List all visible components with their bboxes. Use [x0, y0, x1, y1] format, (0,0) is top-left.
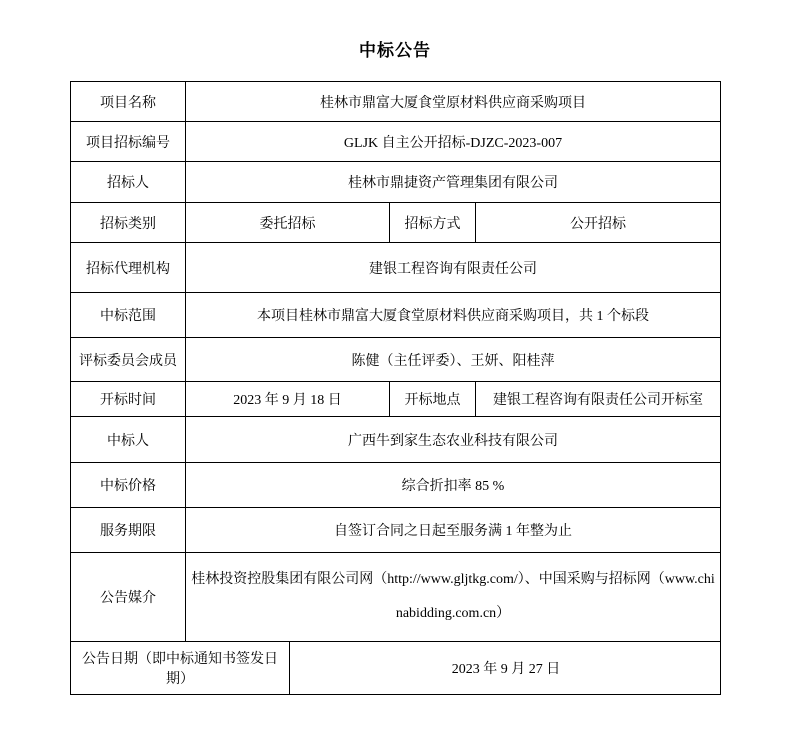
- table-row-bid-category: [71, 203, 721, 243]
- media-value: 桂林投资控股集团有限公司网（http://www.gljtkg.com/）、中国采购与招标网（www.chinabidding.com.cn）: [186, 553, 721, 642]
- agency-value: 建银工程咨询有限责任公司: [186, 243, 721, 293]
- table-row-winner: [71, 417, 721, 463]
- tenderer-label: 招标人: [71, 162, 186, 203]
- service-period-value: 自签订合同之日起至服务满 1 年整为止: [186, 508, 721, 553]
- award-scope-value: 本项目桂林市鼎富大厦食堂原材料供应商采购项目，共 1 个标段: [186, 293, 721, 338]
- page-title: 中标公告: [359, 41, 431, 60]
- bid-number-label: 项目招标编号: [71, 122, 186, 162]
- project-name-value: 桂林市鼎富大厦食堂原材料供应商采购项目: [186, 82, 721, 122]
- bid-category-label: 招标类别: [71, 203, 186, 243]
- bid-method-value: 公开招标: [476, 203, 721, 243]
- table-row-project-name: [71, 82, 721, 122]
- announce-date-value: 2023 年 9 月 27 日: [290, 642, 721, 695]
- agency-label: 招标代理机构: [71, 243, 186, 293]
- award-scope-label: 中标范围: [71, 293, 186, 338]
- table-row-media: [71, 553, 721, 642]
- opening-time-label: 开标时间: [71, 382, 186, 417]
- table-row-agency: [71, 243, 721, 293]
- table-row-bid-number: [71, 122, 721, 162]
- media-label: 公告媒介: [71, 553, 186, 642]
- table-row-committee: [71, 338, 721, 382]
- opening-time-value: 2023 年 9 月 18 日: [186, 382, 390, 417]
- table-row-service-period: [71, 508, 721, 553]
- award-price-label: 中标价格: [71, 463, 186, 508]
- opening-place-value: 建银工程咨询有限责任公司开标室: [476, 382, 721, 417]
- project-name-label: 项目名称: [71, 82, 186, 122]
- bid-method-label: 招标方式: [390, 203, 476, 243]
- announce-date-label: 公告日期（即中标通知书签发日期）: [71, 642, 290, 695]
- table-row-award-price: [71, 463, 721, 508]
- bid-number-value: GLJK 自主公开招标-DJZC-2023-007: [186, 122, 721, 162]
- award-price-value: 综合折扣率 85 %: [186, 463, 721, 508]
- announcement-table: [70, 81, 721, 695]
- committee-value: 陈健（主任评委）、王妍、阳桂萍: [186, 338, 721, 382]
- winner-label: 中标人: [71, 417, 186, 463]
- winner-value: 广西牛到家生态农业科技有限公司: [186, 417, 721, 463]
- committee-label: 评标委员会成员: [71, 338, 186, 382]
- bid-category-value: 委托招标: [186, 203, 390, 243]
- table-row-award-scope: [71, 293, 721, 338]
- tenderer-value: 桂林市鼎捷资产管理集团有限公司: [186, 162, 721, 203]
- table-row-tenderer: [71, 162, 721, 203]
- opening-place-label: 开标地点: [390, 382, 476, 417]
- table-row-opening: [71, 382, 721, 417]
- service-period-label: 服务期限: [71, 508, 186, 553]
- table-row-announce-date: [71, 642, 721, 695]
